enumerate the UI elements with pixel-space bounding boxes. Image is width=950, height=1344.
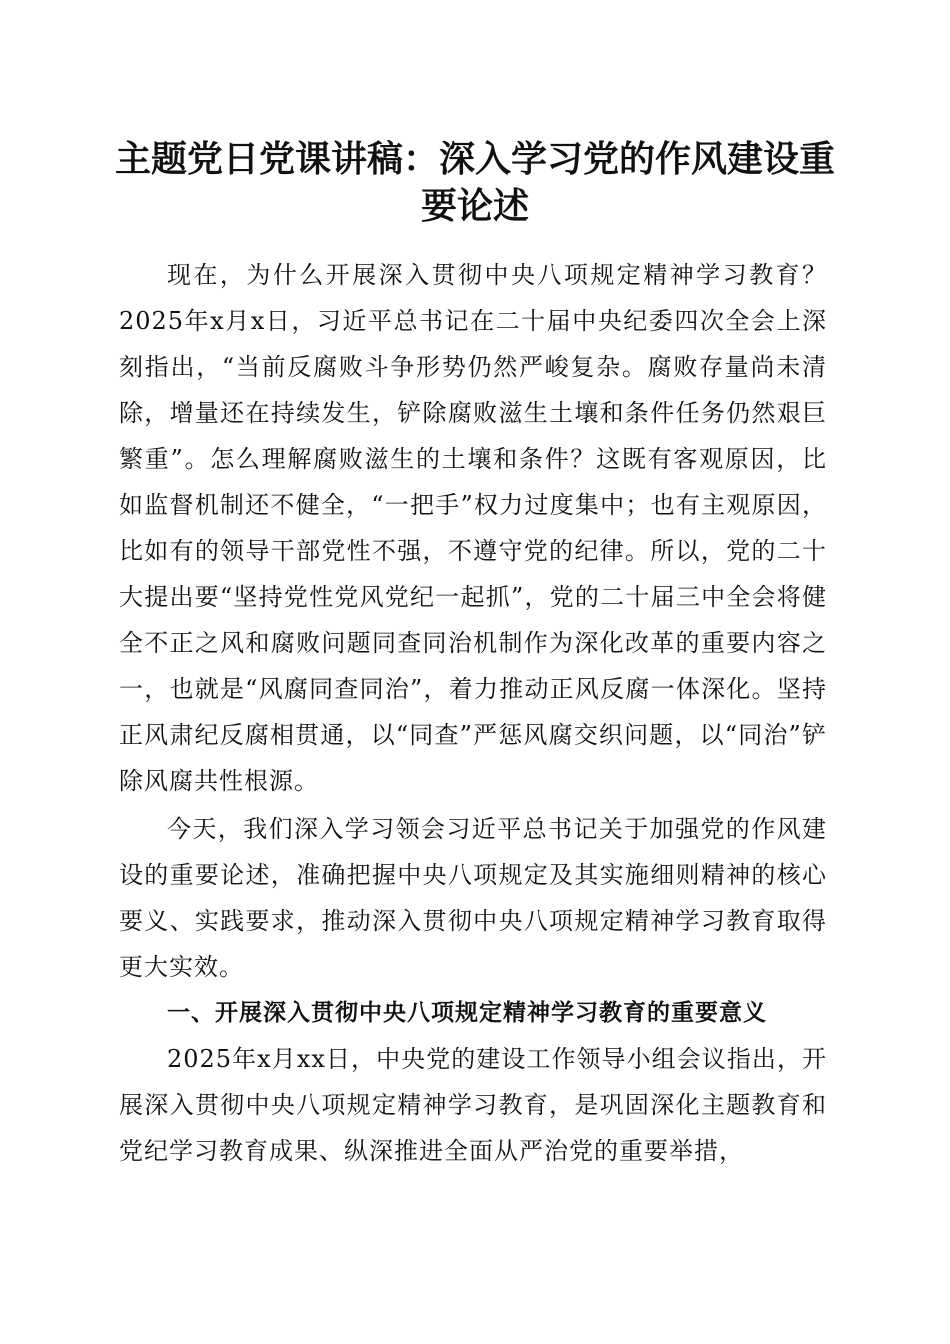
section-heading: 一、开展深入贯彻中央八项规定精神学习教育的重要意义 xyxy=(167,1000,767,1026)
document-title: 主题党日党课讲稿：深入学习党的作风建设重要论述 xyxy=(114,138,835,227)
paragraph-intro: 现在，为什么开展深入贯彻中央八项规定精神学习教育？2025年x月x日，习近平总书记在二十届中央纪委四次全会上深刻指出，“当前反腐败斗争形势仍然严峻复杂。腐败存量尚未清除，增量还在持续发生，铲除腐败滋生土壤和条件任务仍然艰巨繁重”。怎么理解腐败滋生的土壤和条件？这既有客观原因，比如监督机制还不健全，“一把手”权力过度集中；也有主观原因，比如有的领导干部党性不强，不遵守党的纪律。所以，党的二十大提出要“坚持党性党风党纪一起抓”，党的二十届三中全会将健全不正之风和腐败问题同查同治机制作为深化改革的重要内容之一，也就是“风腐同查同治”，着力推动正风反腐一体深化。坚持正风肃纪反腐相贯通，以“同查”严惩风腐交织问题，以“同治”铲除风腐共性根源。 xyxy=(119,261,827,795)
paragraph-section-one: 2025年x月xx日，中央党的建设工作领导小组会议指出，开展深入贯彻中央八项规定精神学习教育，是巩固深化主题教育和党纪学习教育成果、纵深推进全面从严治党的重要举措， xyxy=(119,1045,827,1165)
paragraph-today: 今天，我们深入学习领会习近平总书记关于加强党的作风建设的重要论述，准确把握中央八项规定及其实施细则精神的核心要义、实践要求，推动深入贯彻中央八项规定精神学习教育取得更大实效。 xyxy=(119,815,827,981)
